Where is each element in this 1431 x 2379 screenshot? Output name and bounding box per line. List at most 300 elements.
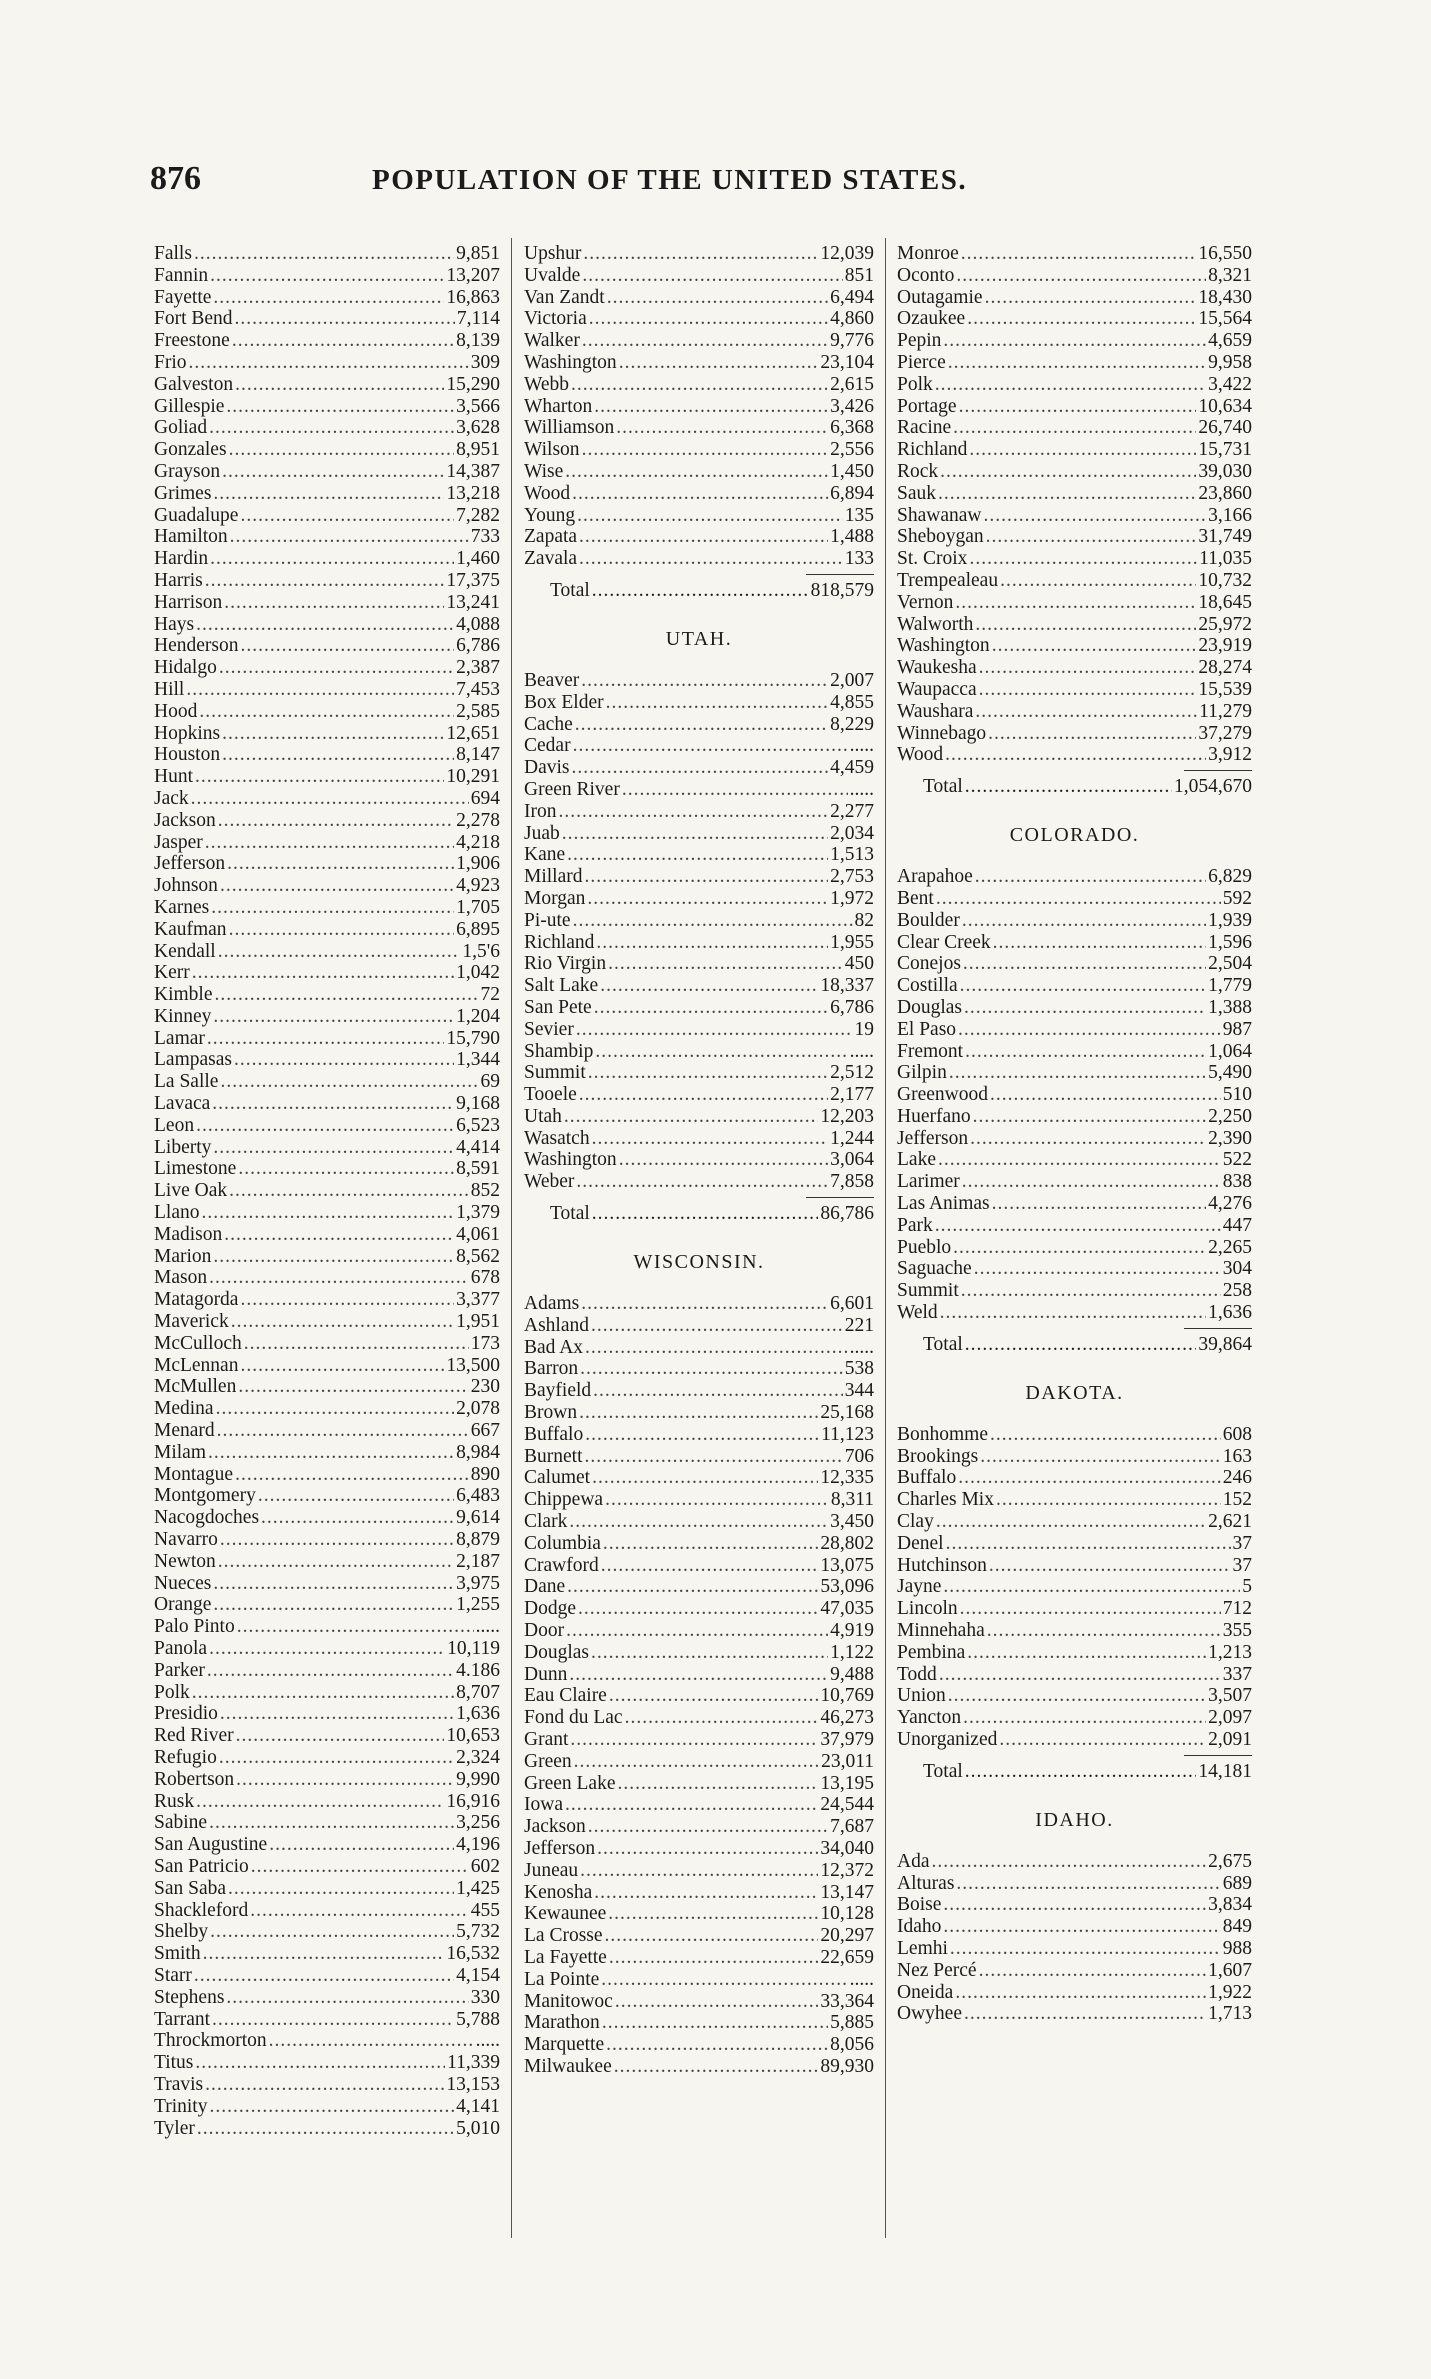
leader-dots [213, 287, 444, 309]
county-name: Maverick [154, 1311, 229, 1333]
population-value: 39,030 [1198, 460, 1252, 482]
leader-dots [209, 1812, 454, 1834]
column-divider [511, 238, 512, 2238]
population-value: 173 [470, 1332, 500, 1354]
population-value: 337 [1222, 1663, 1252, 1685]
leader-dots [582, 265, 842, 287]
county-row [897, 910, 1252, 932]
county-row [524, 396, 874, 418]
population-value: 1,951 [456, 1311, 500, 1333]
county-name: Wharton [524, 395, 593, 417]
population-value: 9,168 [456, 1093, 500, 1115]
leader-dots [238, 1376, 468, 1398]
county-row [154, 766, 500, 788]
county-name: Pi-ute [524, 909, 571, 931]
county-row [154, 265, 500, 287]
leader-dots [220, 1529, 454, 1551]
population-value: 135 [844, 504, 874, 526]
population-value: 258 [1222, 1280, 1252, 1302]
county-row [897, 1916, 1252, 1938]
county-name: Juneau [524, 1859, 579, 1881]
population-value: 678 [470, 1267, 500, 1289]
leader-dots [609, 1947, 819, 1969]
population-value: 4,276 [1208, 1193, 1252, 1215]
population-value: 33,364 [820, 1990, 874, 2012]
leader-dots [936, 1511, 1206, 1533]
total-value: 818,579 [810, 579, 874, 601]
county-name: Polk [154, 1681, 190, 1703]
county-name: Fannin [154, 264, 209, 286]
leader-dots [580, 1860, 818, 1882]
county-row [154, 243, 500, 265]
population-value: 8,951 [456, 439, 500, 461]
population-value: 8,311 [830, 1489, 874, 1511]
county-name: Jayne [897, 1576, 942, 1598]
county-name: Lake [897, 1149, 936, 1171]
county-name: Charles Mix [897, 1489, 994, 1511]
leader-dots [589, 308, 828, 330]
county-row [524, 1685, 874, 1707]
total-value: 1,054,670 [1174, 776, 1252, 798]
population-value: 851 [844, 264, 874, 286]
county-row [154, 1529, 500, 1551]
population-value: 16,550 [1198, 243, 1252, 264]
county-row [154, 1791, 500, 1813]
leader-dots [969, 548, 1197, 570]
county-row [897, 548, 1252, 570]
county-row [524, 287, 874, 309]
county-name: Sheboygan [897, 526, 984, 548]
leader-dots [965, 1759, 1197, 1785]
county-row [154, 1355, 500, 1377]
leader-dots [205, 832, 454, 854]
county-row [524, 1402, 874, 1424]
county-row [524, 1293, 874, 1315]
county-row [897, 1576, 1252, 1598]
leader-dots [240, 635, 454, 657]
population-value: 8,056 [830, 2034, 874, 2056]
county-name: Greenwood [897, 1084, 988, 1106]
county-row [154, 1834, 500, 1856]
leader-dots [269, 1834, 454, 1856]
county-row [154, 1289, 500, 1311]
leader-dots [963, 1707, 1206, 1729]
county-row [524, 1664, 874, 1686]
leader-dots [953, 417, 1196, 439]
population-value: 23,860 [1198, 482, 1252, 504]
total-rule [897, 766, 1252, 774]
leader-dots [192, 962, 454, 984]
leader-dots [220, 1703, 454, 1725]
leader-dots [592, 1128, 829, 1150]
county-name: Williamson [524, 417, 615, 439]
colorado-counties-list [897, 866, 1252, 1324]
leader-dots [939, 1664, 1221, 1686]
population-value: 1,972 [830, 887, 874, 909]
leader-dots [975, 866, 1206, 888]
county-row [524, 2012, 874, 2034]
leader-dots [949, 1062, 1206, 1084]
population-value: 2,753 [830, 866, 874, 888]
population-value: 82 [854, 909, 874, 931]
county-name: Fremont [897, 1040, 964, 1062]
leader-dots [570, 1729, 818, 1751]
county-name: Montague [154, 1463, 234, 1485]
population-value: 2,265 [1208, 1236, 1252, 1258]
leader-dots [565, 1794, 818, 1816]
county-row [897, 1171, 1252, 1193]
leader-dots [572, 483, 828, 505]
county-row [524, 1773, 874, 1795]
leader-dots [222, 744, 454, 766]
county-name: Zavala [524, 548, 578, 570]
leader-dots [960, 1598, 1221, 1620]
population-value: 37 [1232, 1532, 1252, 1554]
section-title-idaho: IDAHO. [1035, 1808, 1114, 1831]
population-value: 37,279 [1198, 722, 1252, 744]
county-row [154, 788, 500, 810]
county-name: Kewaunee [524, 1903, 607, 1925]
population-value: 6,829 [1208, 866, 1252, 888]
population-value: ..... [849, 1040, 874, 1062]
county-row [154, 374, 500, 396]
county-row [154, 1333, 500, 1355]
leader-dots [571, 374, 828, 396]
leader-dots [962, 1171, 1221, 1193]
county-row [524, 888, 874, 910]
county-name: Yancton [897, 1707, 962, 1729]
leader-dots [569, 1664, 828, 1686]
leader-dots [258, 1485, 454, 1507]
leader-dots [938, 1149, 1221, 1171]
population-value: 13,195 [820, 1772, 874, 1794]
leader-dots [953, 1237, 1206, 1259]
leader-dots [938, 483, 1196, 505]
county-row [897, 1106, 1252, 1128]
leader-dots [605, 1925, 819, 1947]
population-value: 7,282 [456, 504, 500, 526]
population-value: 3,834 [1208, 1894, 1252, 1916]
population-value: 11,339 [447, 2052, 500, 2074]
population-value: 25,972 [1198, 613, 1252, 635]
leader-dots [614, 2056, 819, 2078]
county-row [897, 570, 1252, 592]
population-value: 8,879 [456, 1529, 500, 1551]
population-value: 11,123 [821, 1423, 874, 1445]
leader-dots [194, 1965, 454, 1987]
county-name: Walker [524, 330, 580, 352]
county-name: Henderson [154, 635, 239, 657]
county-row [897, 243, 1252, 265]
county-name: Summit [524, 1062, 586, 1084]
population-value: 3,426 [830, 395, 874, 417]
population-value: 1,713 [1208, 2003, 1252, 2025]
leader-dots [595, 1041, 847, 1063]
leader-dots [207, 1028, 444, 1050]
county-row [524, 757, 874, 779]
county-name: Douglas [524, 1641, 589, 1663]
leader-dots [990, 1424, 1221, 1446]
county-row [524, 1128, 874, 1150]
county-name: Ozaukee [897, 308, 966, 330]
population-value: 6,523 [456, 1114, 500, 1136]
leader-dots [932, 1851, 1207, 1873]
population-value: 2,504 [1208, 953, 1252, 975]
total-value: 86,786 [820, 1203, 874, 1225]
leader-dots [989, 1555, 1231, 1577]
leader-dots [579, 1084, 828, 1106]
county-row [524, 1576, 874, 1598]
county-name: Bad Ax [524, 1336, 584, 1358]
leader-dots [940, 461, 1196, 483]
population-value: 28,802 [820, 1532, 874, 1554]
county-name: Richland [524, 931, 595, 953]
population-value: 221 [844, 1314, 874, 1336]
population-value: 11,279 [1199, 700, 1252, 722]
county-row [154, 526, 500, 548]
leader-dots [591, 1642, 828, 1664]
leader-dots [979, 657, 1197, 679]
county-row [897, 953, 1252, 975]
county-row [524, 526, 874, 548]
leader-dots [211, 897, 454, 919]
total-label: Total [923, 1333, 963, 1355]
county-row [897, 723, 1252, 745]
county-name: Dunn [524, 1663, 568, 1685]
county-row [154, 483, 500, 505]
county-row [897, 1707, 1252, 1729]
population-value: 1,042 [456, 962, 500, 984]
population-value: 5 [1242, 1576, 1252, 1598]
population-value: 20,297 [820, 1925, 874, 1947]
county-row [524, 1555, 874, 1577]
leader-dots [576, 1019, 853, 1041]
county-row [897, 505, 1252, 527]
county-row [524, 1062, 874, 1084]
county-name: Monroe [897, 243, 959, 264]
county-name: Todd [897, 1663, 937, 1685]
county-row [154, 1921, 500, 1943]
county-name: Lampasas [154, 1049, 232, 1071]
county-row [524, 2056, 874, 2078]
county-row [154, 396, 500, 418]
county-row [897, 1982, 1252, 2004]
county-row [897, 1019, 1252, 1041]
leader-dots [205, 570, 445, 592]
county-row [897, 1620, 1252, 1642]
county-name: Walworth [897, 613, 974, 635]
county-name: Outagamie [897, 286, 983, 308]
population-value: 23,011 [821, 1750, 874, 1772]
leader-dots [999, 1729, 1206, 1751]
population-value: 694 [470, 787, 500, 809]
leader-dots [217, 1420, 469, 1442]
texas-total-row [524, 578, 874, 604]
leader-dots [240, 1355, 444, 1377]
county-name: Hood [154, 700, 198, 722]
county-row [897, 1302, 1252, 1324]
county-row [524, 866, 874, 888]
leader-dots [207, 1660, 454, 1682]
county-row [524, 1991, 874, 2013]
population-value: 18,645 [1198, 591, 1252, 613]
leader-dots [575, 714, 828, 736]
population-value: 706 [844, 1445, 874, 1467]
county-name: Kimble [154, 984, 213, 1006]
population-value: 2,556 [830, 439, 874, 461]
population-value: 2,097 [1208, 1707, 1252, 1729]
county-row [897, 1960, 1252, 1982]
county-name: Waushara [897, 700, 974, 722]
county-row [897, 1664, 1252, 1686]
county-row [524, 1019, 874, 1041]
county-name: Iron [524, 800, 557, 822]
leader-dots [955, 592, 1196, 614]
leader-dots [218, 941, 461, 963]
leader-dots [577, 505, 843, 527]
population-value: 246 [1222, 1467, 1252, 1489]
leader-dots [965, 1332, 1197, 1358]
leader-dots [226, 1987, 468, 2009]
county-row [524, 844, 874, 866]
county-row [524, 1489, 874, 1511]
county-row [524, 1860, 874, 1882]
leader-dots [601, 1555, 819, 1577]
county-row [154, 592, 500, 614]
total-label: Total [923, 1760, 963, 1782]
county-name: Jackson [154, 809, 216, 831]
leader-dots [222, 461, 444, 483]
county-row [897, 1894, 1252, 1916]
county-row [154, 1856, 500, 1878]
county-name: Sevier [524, 1018, 574, 1040]
county-row [524, 308, 874, 330]
county-name: Morgan [524, 887, 586, 909]
county-row [524, 714, 874, 736]
leader-dots [251, 1856, 469, 1878]
population-value: ..... [475, 1616, 500, 1638]
leader-dots [608, 953, 843, 975]
leader-dots [581, 670, 828, 692]
county-name: Kane [524, 844, 566, 866]
county-name: Robertson [154, 1768, 235, 1790]
population-value: 28,274 [1198, 657, 1252, 679]
population-value: 2,387 [456, 657, 500, 679]
county-name: Gonzales [154, 439, 227, 461]
county-name: Menard [154, 1420, 215, 1442]
county-name: Tooele [524, 1084, 577, 1106]
population-value: 1,450 [830, 460, 874, 482]
county-row [154, 1049, 500, 1071]
population-value: 4,218 [456, 831, 500, 853]
total-rule [897, 1324, 1252, 1332]
county-name: Weber [524, 1171, 575, 1193]
county-row [897, 1511, 1252, 1533]
population-value: 11,035 [1199, 548, 1252, 570]
county-row [524, 1882, 874, 1904]
county-row [897, 975, 1252, 997]
county-row [524, 439, 874, 461]
county-row [524, 735, 874, 757]
county-row [897, 1598, 1252, 1620]
county-row [897, 1128, 1252, 1150]
county-name: Winnebago [897, 722, 987, 744]
county-row [154, 570, 500, 592]
population-value: 4,855 [830, 691, 874, 713]
county-name: Brown [524, 1402, 578, 1424]
population-value: 15,290 [446, 373, 500, 395]
column-2 [524, 243, 874, 2078]
leader-dots [236, 1769, 454, 1791]
county-name: Lemhi [897, 1938, 948, 1959]
leader-dots [230, 526, 469, 548]
county-row [524, 1358, 874, 1380]
wisconsin-total-row [897, 774, 1252, 800]
county-row [524, 823, 874, 845]
leader-dots [578, 1598, 818, 1620]
county-name: Wasatch [524, 1127, 590, 1149]
leader-dots [222, 723, 444, 745]
leader-dots [192, 1682, 454, 1704]
county-row [524, 1794, 874, 1816]
utah-counties-list [524, 670, 874, 1193]
county-row [524, 352, 874, 374]
leader-dots [592, 1467, 818, 1489]
population-value: 1,122 [830, 1641, 874, 1663]
county-name: Uvalde [524, 264, 581, 286]
leader-dots [240, 505, 454, 527]
leader-dots [226, 396, 454, 418]
leader-dots [622, 779, 848, 801]
county-row [524, 243, 874, 265]
county-row [524, 1969, 874, 1991]
county-name: Jack [154, 787, 189, 809]
leader-dots [587, 888, 828, 910]
county-row [897, 1193, 1252, 1215]
population-value: 7,687 [830, 1816, 874, 1838]
population-value: 12,372 [820, 1859, 874, 1881]
county-row [154, 1943, 500, 1965]
leader-dots [943, 1576, 1240, 1598]
leader-dots [232, 330, 454, 352]
dakota-total-row [897, 1759, 1252, 1785]
leader-dots [234, 1049, 454, 1071]
county-row [524, 1337, 874, 1359]
leader-dots [961, 1280, 1221, 1302]
county-name: Shackleford [154, 1899, 249, 1921]
population-value: ..... [849, 1336, 874, 1358]
county-row [154, 744, 500, 766]
leader-dots [975, 701, 1197, 723]
population-value: 3,450 [830, 1511, 874, 1533]
population-value: 4,196 [456, 1834, 500, 1856]
county-name: Goliad [154, 417, 208, 439]
county-name: Denel [897, 1532, 944, 1554]
leader-dots [592, 578, 809, 604]
county-row [154, 2030, 500, 2052]
population-value: 4,919 [830, 1620, 874, 1642]
leader-dots [943, 330, 1206, 352]
population-value: 1,636 [1208, 1302, 1252, 1324]
population-value: 712 [1222, 1598, 1252, 1620]
county-name: Trinity [154, 2095, 208, 2117]
population-value: 2,390 [1208, 1127, 1252, 1149]
population-value: 18,430 [1198, 286, 1252, 308]
county-row [897, 1215, 1252, 1237]
county-name: Limestone [154, 1158, 237, 1180]
county-name: Arapahoe [897, 866, 973, 888]
county-row [154, 1158, 500, 1180]
